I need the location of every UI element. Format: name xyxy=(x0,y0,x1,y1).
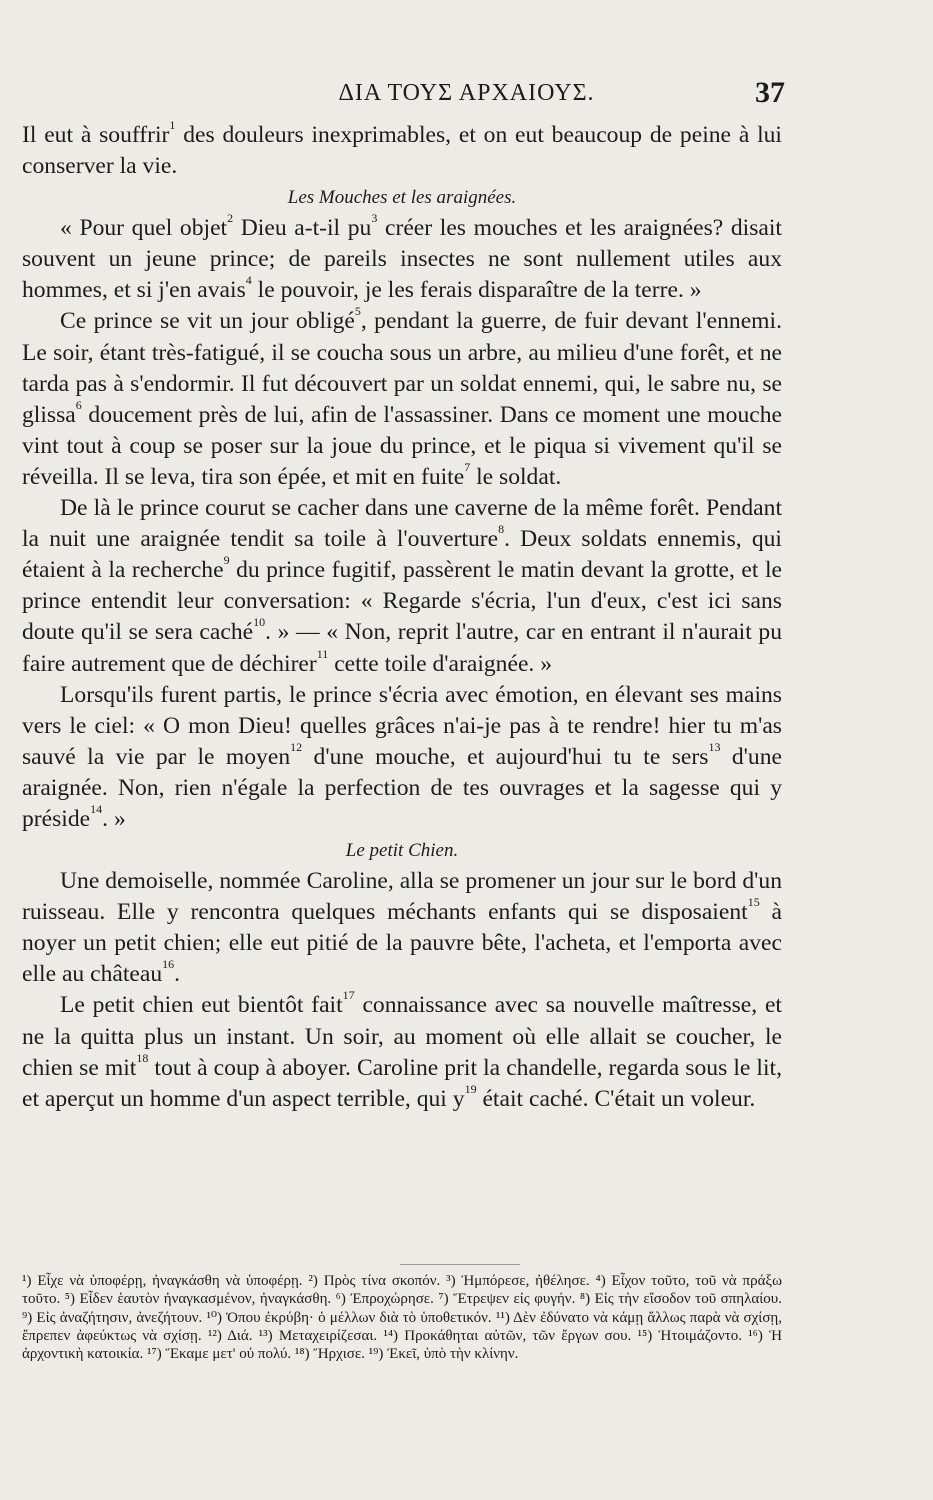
footnote-ref: 1 xyxy=(169,118,176,132)
footnote-ref: 15 xyxy=(747,895,760,910)
footnote-ref: 10 xyxy=(253,615,266,630)
footnote-ref: 19 xyxy=(464,1081,477,1096)
paragraph: « Pour quel objet$^2$ Dieu a-t-il pu$^3$ créer les mouches et les araignées? disait souvent un jeune prince; de pareils insectes ne sont nullement utiles aux hommes, et si j'en avais$^4$ le pouvoir, je les ferais disparaître de la terre. » xyxy=(22,211,782,304)
footnote-ref: 9 xyxy=(223,553,230,568)
running-title: ΔΙΑ ΤΟΥΣ ΑΡΧΑΙΟΥΣ. xyxy=(338,80,595,106)
footnote-ref: 14 xyxy=(90,801,103,816)
footnote-text: ¹) Εἶχε νὰ ὑποφέρῃ, ἠναγκάσθη νὰ ὑποφέρῃ. ²) Πρὸς τίνα σκοπόν. ³) Ἠμπόρεσε, ἠθέλησε. ⁴) Εἶχον τοῦτο, τοῦ νὰ πράξω τοῦτο. ⁵) Εἶδεν ἑαυτὸν ἠναγκασμένον, ἠναγκάσθη. ⁶) Ἐπροχώρησε. ⁷) Ἔτρεψεν εἰς φυγήν. ⁸) Εἰς τὴν εἴσοδον τοῦ σπηλαίου. ⁹) Εἰς ἀναζήτησιν, ἀνεζήτουν. ¹⁰) Ὁπου ἐκρύβη· ὁ μέλλων διὰ τὸ ὑποθετικόν. ¹¹) Δὲν ἐδύνατο νὰ κάμῃ ἄλλως παρὰ νὰ σχίσῃ, ἔπρεπεν ἀφεύκτως νὰ σχίσῃ. ¹²) Διά. ¹³) Μεταχειρίζεσαι. ¹⁴) Προκάθηται αὐτῶν, τῶν ἔργων σου. ¹⁵) Ἡτοιμάζοντο. ¹⁶) Ἡ ἀρχοντικὴ κατοικία. ¹⁷) Ἔκαμε μετ' οὐ πολύ. ¹⁸) Ἤρχισε. ¹⁹) Ἐκεῖ, ὑπὸ τὴν κλίνην. xyxy=(22,1273,782,1363)
footnote-ref: 2 xyxy=(227,211,234,226)
paragraph: Ce prince se vit un jour obligé$^5$, pendant la guerre, de fuir devant l'ennemi. Le soir, étant très-fatigué, il se coucha sous un arbre, au milieu d'une forêt, et ne tarda pas à s'endormir. Il fut découvert par un soldat ennemi, qui, le sabre nu, se glissa$^6$ doucement près de lui, afin de l'assassiner. Dans ce moment une mouche vint tout à coup se poser sur la joue du prince, et le piqua si vivement qu'il se réveilla. Il se leva, tira son épée, et mit en fuite$^7$ le soldat. xyxy=(22,304,782,490)
paragraph: De là le prince courut se cacher dans une caverne de la même forêt. Pendant la nuit une araignée tendit sa toile à l'ouverture$^8$. Deux soldats ennemis, qui étaient à la recherche$^9$ du prince fugitif, passèrent le matin devant la grotte, et le prince entendit leur conversation: « Regarde s'écria, l'un d'eux, c'est ici sans doute qu'il se sera caché$^{10}$. » — « Non, reprit l'autre, car en entrant il n'aurait pu faire autrement que de déchirer$^{11}$ cette toile d'araignée. » xyxy=(22,495,782,677)
footnote-divider xyxy=(400,1264,520,1265)
body-text xyxy=(22,120,782,1115)
footnote-ref: 16 xyxy=(162,957,175,972)
footnote-ref: 4 xyxy=(245,273,252,288)
paragraph-continuation: Il eut à souffrir$^1$ des douleurs inexprimables, et on eut beaucoup de peine à lui conserver la vie. xyxy=(22,118,782,180)
paragraph: Lorsqu'ils furent partis, le prince s'écria avec émotion, en élevant ses mains vers le ciel: « O mon Dieu! quelles grâces n'ai-je pas à te rendre! hier tu m'as sauvé la vie par le moyen$^{12}$ d'une mouche, et aujourd'hui tu te sers$^{13}$ d'une araignée. Non, rien n'égale la perfection de tes ouvrages et la sagesse qui y préside$^{14}$. » xyxy=(22,681,783,832)
footnote-ref: 12 xyxy=(290,739,303,754)
footnote-ref: 8 xyxy=(498,522,505,537)
footnote-ref: 13 xyxy=(708,739,721,754)
paragraph: Une demoiselle, nommée Caroline, alla se promener un jour sur le bord d'un ruisseau. Elle y rencontra quelques méchants enfants qui se disposaient$^{15}$ à noyer un petit chien; elle eut pitié de la pauvre bête, l'acheta, et l'emporta avec elle au château$^{16}$. xyxy=(22,868,782,988)
footnote-ref: 18 xyxy=(136,1050,149,1065)
footnote-ref: 7 xyxy=(464,459,471,474)
page-number: 37 xyxy=(755,76,785,109)
paragraph: Le petit chien eut bientôt fait$^{17}$ connaissance avec sa nouvelle maîtresse, et ne la quitta plus un instant. Un soir, au moment où elle allait se coucher, le chien se mit$^{18}$ tout à coup à aboyer. Caroline prit la chandelle, regarda sous le lit, et aperçut un homme d'un aspect terrible, qui y$^{19}$ était caché. C'était un voleur. xyxy=(22,988,782,1112)
section-heading-mouches: Les Mouches et les araignées. xyxy=(287,187,517,209)
footnote-ref: 6 xyxy=(75,397,82,412)
footnote-ref: 5 xyxy=(354,304,361,319)
footnotes xyxy=(22,1272,782,1363)
footnote-ref: 17 xyxy=(342,988,355,1003)
footnote-ref: 11 xyxy=(316,646,329,661)
running-header xyxy=(0,76,933,116)
footnote-ref: 3 xyxy=(371,211,378,226)
section-heading-chien: Le petit Chien. xyxy=(345,840,459,862)
